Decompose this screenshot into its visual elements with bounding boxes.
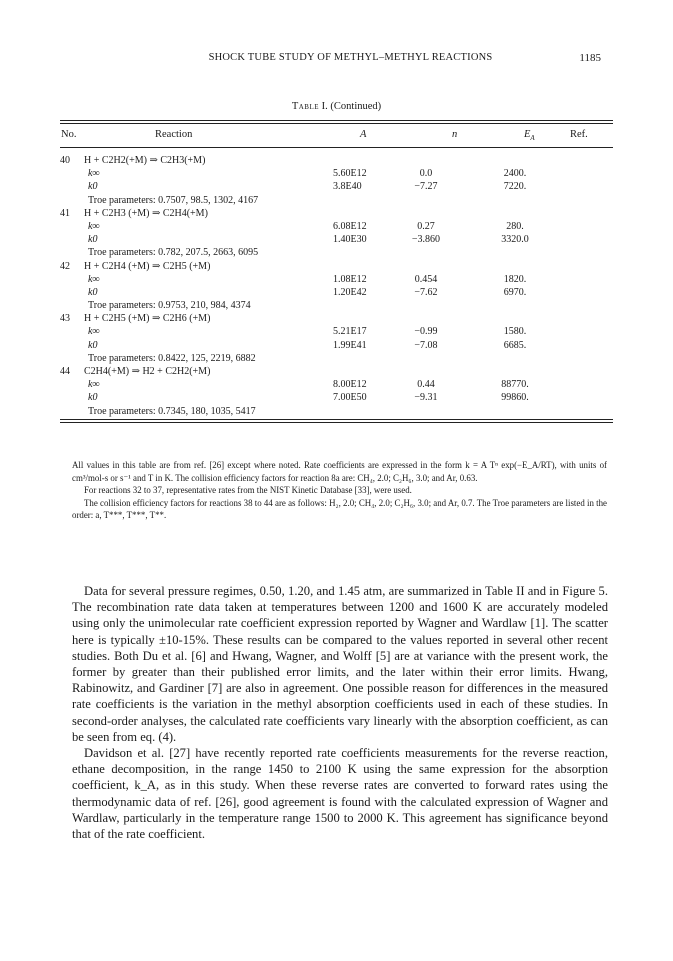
table-row: [60, 405, 613, 418]
table-row: [60, 339, 613, 352]
cell-reaction: k0: [88, 286, 98, 298]
cell-a: 3.8E40: [333, 181, 362, 193]
table-row: [60, 352, 613, 365]
cell-ea: 7220.: [503, 181, 527, 193]
table-row: [60, 154, 613, 167]
body-paragraph: Data for several pressure regimes, 0.50, 1.20, and 1.45 atm, are summarized in Table II and in Figure 5. The recombination rate data taken at temperatures between 1200 and 1600 K are accurately modeled using only the unimolecular rate coefficient expression reported by Wagner and Wardlaw [1]. The scatter here is typically ±10-15%. These results can be compared to the values reported in several other recent studies. Both Du et al. [6] and Hwang, Wagner, and Wolff [5] are at variance with the present work, the former by greater than their published error limits, and the later within their error limits. Hwang, Rabinowitz, and Gardiner [7] are also in agreement. One possible reason for differences in the measured rate coefficients is the variation in the methyl absorption coefficients used in each of these studies. In second-order analyses, the calculated rate coefficients vary linearly with the absorption coefficient, as can be seen from eq. (4).: [72, 584, 608, 744]
cell-n: −7.08: [414, 339, 438, 351]
cell-reaction: C2H4(+M) ⇒ H2 + C2H2(+M): [84, 366, 211, 377]
page-number: 1185: [579, 52, 601, 64]
cell-a: 1.40E30: [333, 234, 367, 246]
cell-ea: 1820.: [503, 273, 527, 285]
table-row: [60, 299, 613, 312]
table-body: [60, 154, 613, 418]
cell-reaction: k0: [88, 234, 98, 246]
table-header: [60, 129, 613, 143]
cell-no: 44: [60, 366, 70, 377]
cell-a: 1.08E12: [333, 273, 367, 285]
cell-n: −7.62: [414, 286, 438, 298]
header-no: No.: [61, 129, 77, 140]
table-row: [60, 286, 613, 299]
cell-a: 1.20E42: [333, 286, 367, 298]
table-row: [60, 194, 613, 207]
cell-reaction: H + C2H2(+M) ⇒ C2H3(+M): [84, 155, 206, 166]
cell-reaction: k0: [88, 339, 98, 351]
cell-reaction: Troe parameters: 0.9753, 210, 984, 4374: [88, 300, 251, 312]
cell-no: 42: [60, 260, 70, 272]
cell-reaction: k∞: [88, 273, 100, 285]
cell-reaction: Troe parameters: 0.7507, 98.5, 1302, 4167: [88, 194, 259, 206]
table-note: The collision efficiency factors for reactions 38 to 44 are as follows: H₂, 2.0; CH₄, 2.0; C₂H₆, 3.0; and Ar, 0.7. The Troe parameters are listed in the order: a, T***, T***, T**.: [72, 497, 607, 520]
cell-a: 8.00E12: [333, 379, 367, 391]
cell-a: 6.08E12: [333, 220, 367, 232]
cell-reaction: Troe parameters: 0.7345, 180, 1035, 5417: [88, 405, 256, 417]
cell-a: 5.21E17: [333, 326, 367, 338]
table-bottom-rule: [60, 419, 613, 420]
table-row: [60, 378, 613, 391]
table-notes: [72, 459, 607, 522]
cell-reaction: k∞: [88, 379, 100, 391]
table-title: [60, 101, 613, 112]
table-row: [60, 273, 613, 286]
cell-reaction: k∞: [88, 220, 100, 232]
cell-reaction: k∞: [88, 168, 100, 180]
cell-a: 7.00E50: [333, 392, 367, 404]
table-row: [60, 246, 613, 259]
cell-ea: 1580.: [503, 326, 527, 338]
table-row: [60, 260, 613, 273]
cell-ea: 2400.: [503, 168, 527, 180]
header-ea: [524, 129, 535, 142]
cell-reaction: Troe parameters: 0.782, 207.5, 2663, 6095: [88, 247, 259, 259]
table-header-rule: [60, 147, 613, 148]
cell-n: 0.27: [417, 220, 435, 232]
table-row: [60, 167, 613, 180]
cell-ea: 6970.: [503, 286, 527, 298]
table-title-rest: I. (Continued): [319, 101, 382, 112]
cell-ea: 6685.: [503, 339, 527, 351]
header-ref: Ref.: [570, 129, 588, 140]
cell-no: 43: [60, 313, 70, 325]
header-a: A: [360, 129, 367, 140]
cell-n: −0.99: [414, 326, 438, 338]
cell-ea: 99860.: [501, 392, 529, 404]
table-row: [60, 233, 613, 246]
cell-n: −9.31: [414, 392, 438, 404]
table-row: [60, 391, 613, 404]
cell-reaction: H + C2H3 (+M) ⇒ C2H4(+M): [84, 207, 208, 219]
cell-no: 41: [60, 207, 70, 219]
table-row: [60, 325, 613, 338]
table-bottom-rule-double: [60, 422, 613, 423]
cell-n: −7.27: [414, 181, 438, 193]
table-row: [60, 180, 613, 193]
header-ea-symbol: E: [524, 129, 531, 140]
cell-reaction: H + C2H4 (+M) ⇒ C2H5 (+M): [84, 260, 211, 272]
cell-ea: 88770.: [501, 379, 529, 391]
cell-n: −3.860: [411, 234, 441, 246]
cell-reaction: Troe parameters: 0.8422, 125, 2219, 6882: [88, 352, 256, 364]
cell-reaction: H + C2H5 (+M) ⇒ C2H6 (+M): [84, 313, 211, 325]
cell-no: 40: [60, 155, 70, 166]
table-top-rule: [60, 120, 613, 121]
cell-reaction: k0: [88, 392, 98, 404]
header-ea-subscript: A: [530, 134, 535, 143]
cell-a: 1.99E41: [333, 339, 367, 351]
header-n: n: [452, 129, 458, 140]
table-row: [60, 207, 613, 220]
table-row: [60, 312, 613, 325]
table-top-rule-double: [60, 123, 613, 124]
table-note: For reactions 32 to 37, representative rates from the NIST Kinetic Database [33], were used.: [84, 485, 412, 495]
table-title-label: Table: [291, 101, 320, 112]
cell-reaction: k∞: [88, 326, 100, 338]
body-paragraph: Davidson et al. [27] have recently reported rate coefficients measurements for the reverse reaction, ethane decomposition, in the range 1450 to 2100 K using the same expression for the absorption coefficient, k_A, as in this study. When these reverse rates are converted to forward rates using the thermodynamic data of ref. [26], good agreement is found with the calculated expression of Wagner and Wardlaw, particularly in the temperature range 1500 to 2000 K. This agreement has significance beyond that of the rate coefficient.: [72, 746, 608, 842]
header-reaction: Reaction: [155, 129, 193, 140]
body-text: [72, 583, 608, 842]
running-head: [100, 52, 601, 66]
cell-ea: 280.: [506, 220, 524, 232]
table-note: All values in this table are from ref. [26] except where noted. Rate coefficients are expressed in the form k = A Tⁿ exp(−E_A/RT), with units of cm³/mol-s or s⁻¹ and T in K. The collision efficiency factors for reaction 8a are: CH₄, 2.0; C₂H₆, 3.0; and Ar, 0.63.: [72, 460, 607, 483]
cell-n: 0.44: [417, 379, 435, 391]
table-row: [60, 220, 613, 233]
cell-ea: 3320.0: [501, 234, 529, 246]
cell-reaction: k0: [88, 181, 98, 193]
cell-n: 0.0: [419, 168, 433, 180]
cell-n: 0.454: [414, 273, 438, 285]
table-row: [60, 365, 613, 378]
cell-a: 5.60E12: [333, 168, 367, 180]
running-title: SHOCK TUBE STUDY OF METHYL–METHYL REACTIONS: [208, 52, 493, 63]
